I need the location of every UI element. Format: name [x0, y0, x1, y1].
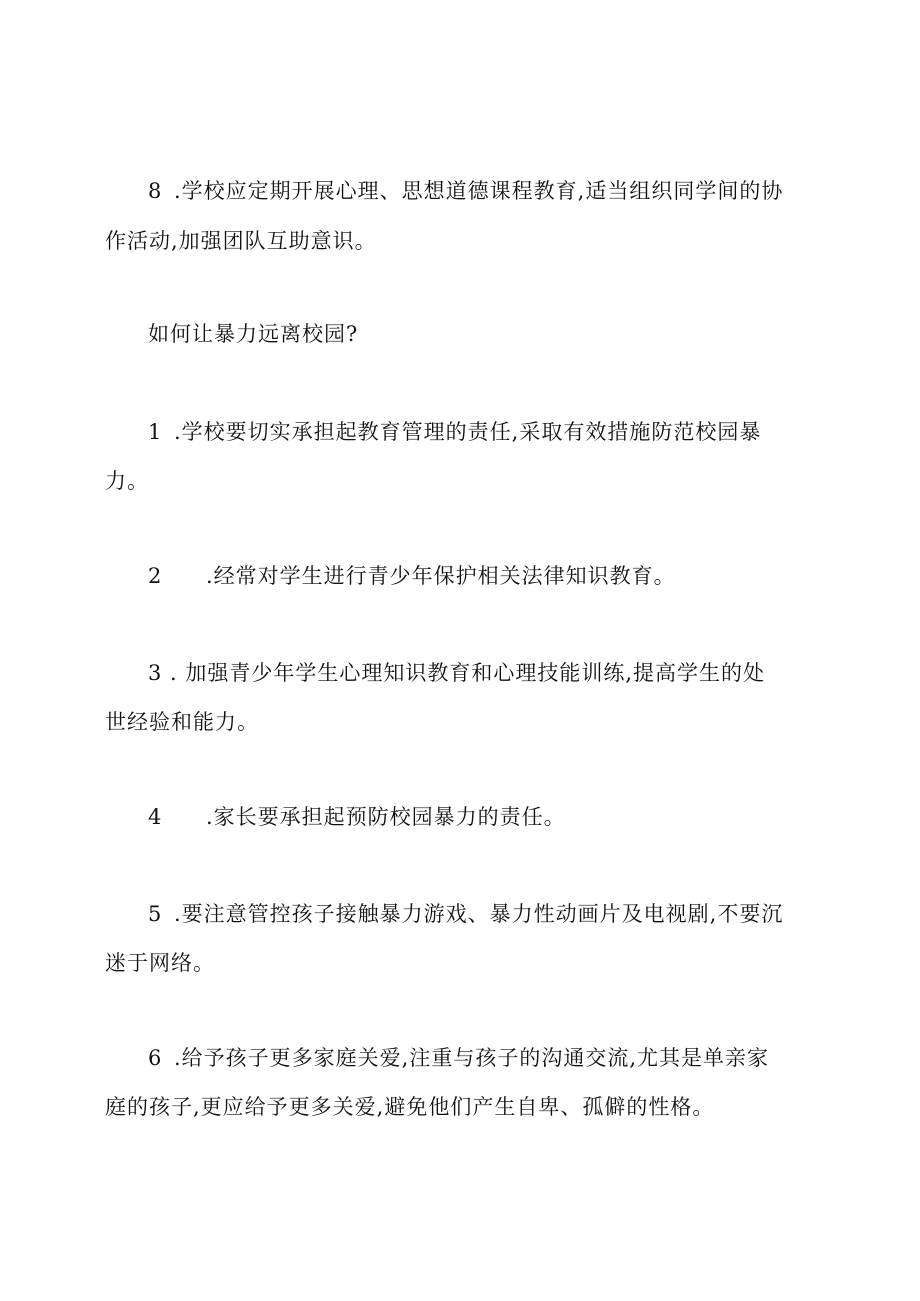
item-5-line-2	[105, 948, 215, 978]
item-number: 6	[148, 1046, 163, 1070]
item-number: 1	[148, 420, 163, 444]
item-4-line-1	[148, 802, 566, 832]
heading-text: 如何让暴力远离校园?	[148, 322, 359, 346]
item-3-line-1	[148, 658, 765, 688]
item-text: .学校应定期开展心理、思想道德课程教育,适当组织同学间的协	[174, 179, 784, 203]
item-6-line-2	[105, 1092, 714, 1122]
item-6-line-1	[148, 1043, 769, 1073]
item-text: .给予孩子更多家庭关爱,注重与孩子的沟通交流,尤其是单亲家	[174, 1046, 770, 1070]
item-1-line-1	[148, 417, 761, 447]
item-text-continued: 作活动,加强团队互助意识。	[105, 229, 377, 253]
item-text: .家长要承担起预防校园暴力的责任。	[206, 805, 566, 829]
item-number: 2	[148, 564, 163, 588]
item-text: . 加强青少年学生心理知识教育和心理技能训练,提高学生的处	[170, 661, 766, 685]
item-text-continued: 庭的孩子,更应给予更多关爱,避免他们产生自卑、孤僻的性格。	[105, 1095, 715, 1119]
item-1-line-2	[105, 466, 149, 496]
item-text-continued: 迷于网络。	[105, 951, 215, 975]
item-8-line-1	[148, 176, 783, 206]
item-text: .要注意管控孩子接触暴力游戏、暴力性动画片及电视剧,不要沉	[174, 902, 784, 926]
item-number: 4	[148, 805, 163, 829]
item-number: 5	[148, 902, 163, 926]
item-text-continued: 世经验和能力。	[105, 710, 259, 734]
item-5-line-1	[148, 899, 783, 929]
item-text: .经常对学生进行青少年保护相关法律知识教育。	[206, 564, 676, 588]
item-number: 3	[148, 661, 163, 685]
section-heading	[148, 319, 358, 349]
item-number: 8	[148, 179, 163, 203]
item-text: .学校要切实承担起教育管理的责任,采取有效措施防范校园暴	[174, 420, 762, 444]
item-text-continued: 力。	[105, 469, 149, 493]
item-2-line-1	[148, 561, 676, 591]
item-8-line-2	[105, 226, 377, 256]
item-3-line-2	[105, 707, 259, 737]
